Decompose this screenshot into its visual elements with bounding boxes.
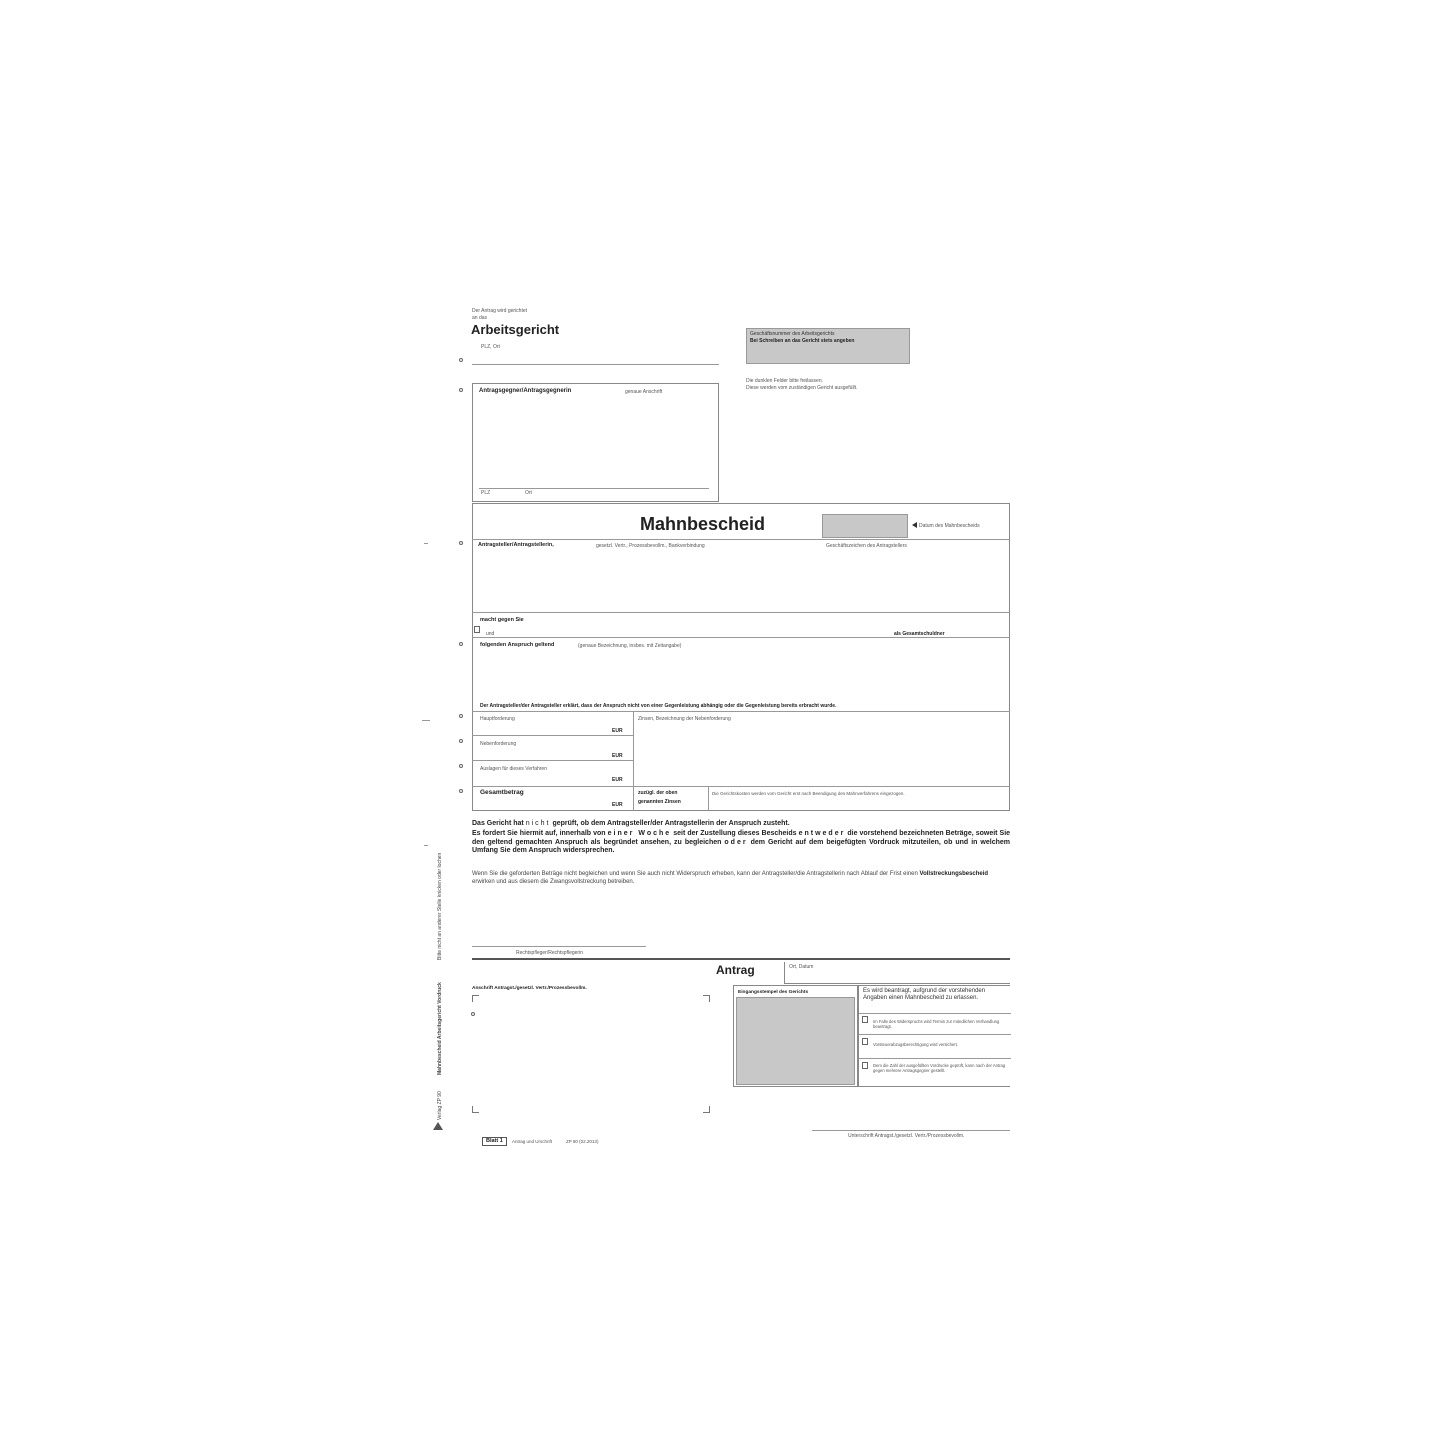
joint-debtor-checkbox[interactable]	[474, 626, 480, 633]
option2-text: Vorsteuerabzugsberechtigung wird versichert.	[873, 1042, 958, 1047]
main-claim-label: Hauptforderung	[480, 716, 515, 722]
antrag-address-label: Anschrift Antragst./gesetzl. Vertr./Prozessbevollm.	[472, 986, 587, 991]
option2-checkbox[interactable]	[862, 1038, 868, 1045]
date-label: Datum des Mahnbescheids	[919, 523, 980, 529]
interest-label: Zinsen, Bezeichnung der Nebenforderung	[638, 716, 731, 722]
field-marker-circle	[459, 541, 463, 545]
option3-text: Dem die Zahl der ausgefüllten Vordrucke geprüft, kann nach der Antrag gegen mehrere Antragsgegner gestellt.	[873, 1063, 1006, 1073]
applicant-ref: Geschäftszeichen des Antragstellers	[826, 543, 907, 549]
total-currency: EUR	[612, 802, 623, 808]
field-marker-circle	[459, 714, 463, 718]
field-marker-circle	[471, 1012, 475, 1016]
plz-ort-label: PLZ, Ort	[481, 344, 500, 350]
respondent-address-line	[479, 488, 709, 489]
declaration-text: Der Antragsteller/der Antragsteller erklärt, dass der Anspruch nicht von einer Gegenleistung abhängig oder die Gegenleistung bereits erbracht wurde.	[480, 703, 837, 709]
notice-paragraph-1	[472, 820, 1010, 829]
place-date-label: Ort, Datum	[789, 964, 814, 970]
side-claim-currency: EUR	[612, 753, 623, 759]
field-marker-circle	[459, 764, 463, 768]
respondent-ort-label: Ort	[525, 490, 532, 496]
notice-p3-bold: Vollstreckungsbescheid	[919, 871, 989, 877]
place-date-field[interactable]	[784, 962, 1010, 984]
notice-p2-b: seit der Zustellung dieses Bescheids	[673, 830, 797, 837]
sheet-badge	[482, 1137, 507, 1146]
section-divider	[472, 612, 1010, 613]
claim-field[interactable]	[474, 652, 1008, 700]
court-address-line	[472, 364, 719, 365]
sheet-label: Blatt 1	[486, 1138, 503, 1144]
respondent-label-hint: genaue Anschrift	[625, 389, 663, 395]
form-code: ZP 90 (02.2013)	[566, 1139, 599, 1144]
case-number-field[interactable]	[746, 328, 910, 364]
notice-p2-week: einer Woche	[607, 830, 672, 837]
notice-p2-a: Es fordert Sie hiermit auf, innerhalb von	[472, 830, 606, 837]
expenses-currency: EUR	[612, 777, 623, 783]
field-marker-circle	[459, 358, 463, 362]
date-field[interactable]	[822, 514, 908, 538]
section-divider	[472, 786, 1010, 787]
stamp-field[interactable]	[736, 997, 855, 1085]
total-label: Gesamtbetrag	[480, 789, 524, 796]
section-divider	[472, 637, 1010, 638]
side-claim-label: Nebenforderung	[480, 741, 517, 747]
and-label: und	[486, 631, 495, 637]
clerk-signature-line	[472, 946, 646, 947]
fold-mark	[424, 845, 428, 846]
fold-mark	[422, 720, 430, 721]
case-number-label: Geschäftsnummer des Arbeitsgerichts	[750, 331, 835, 337]
publisher-logo	[433, 1122, 443, 1130]
case-number-hint: Bei Schreiben an das Gericht stets angeben	[750, 338, 855, 344]
corner-mark	[472, 995, 479, 1002]
antrag-title: Antrag	[716, 963, 755, 977]
option-divider	[859, 1058, 1011, 1059]
corner-mark	[703, 995, 710, 1002]
field-marker-circle	[459, 642, 463, 646]
main-claim-currency: EUR	[612, 728, 623, 734]
dark-fields-note-line2: Diese werden vom zuständigen Gericht ausgefüllt.	[746, 385, 858, 391]
antrag-address-field[interactable]	[472, 995, 710, 1113]
signature-label: Unterschrift Antragst./gesetzl. Vertr./Prozessbevollm.	[848, 1133, 965, 1139]
margin-vertical-text-2: Mahnbescheid Arbeitsgericht Vordruck	[437, 982, 443, 1075]
respondent-label: Antragsgegner/Antragsgegnerin	[479, 388, 572, 394]
notice-paragraph-3	[472, 870, 1010, 886]
notice-p2-either: entweder	[798, 830, 846, 837]
amount-line	[472, 735, 633, 736]
stamp-box	[733, 985, 858, 1087]
corner-mark	[472, 1106, 479, 1113]
option3-checkbox[interactable]	[862, 1062, 868, 1069]
plus-interest-line1: zuzügl. der oben	[638, 790, 678, 796]
sheet-desc: Antrag und Urschrift	[512, 1139, 553, 1144]
clerk-label: Rechtspfleger/Rechtspflegerin	[516, 950, 583, 956]
margin-vertical-text-1: Bitte nicht an anderer Stelle knicken oder lochen	[437, 852, 443, 960]
notice-p3-a: Wenn Sie die geforderten Beträge nicht begleichen und wenn Sie auch nicht Widerspruch erheben, kann der Antragsteller/die Antragstellerin nach Ablauf der Frist einen	[472, 871, 918, 877]
field-marker-circle	[459, 789, 463, 793]
respondent-box[interactable]	[472, 383, 719, 502]
court-title: Arbeitsgericht	[471, 322, 560, 337]
publisher-text: Verlag ZP 90	[437, 1091, 443, 1120]
option-divider	[859, 1034, 1011, 1035]
section-divider	[472, 711, 1010, 712]
amount-line	[472, 760, 633, 761]
request-box	[858, 985, 1010, 1087]
notice-p3-b: erwirken und aus diesem die Zwangsvollstreckung betreiben.	[472, 879, 635, 885]
option1-text: Im Falle des Widerspruchs wird Termin zur mündlichen Verhandlung beantragt.	[873, 1019, 1000, 1029]
claim-hint: (genaue Bezeichnung, insbes. mit Zeitangabe)	[578, 643, 682, 649]
notice-p1-a: Das Gericht hat	[472, 820, 524, 827]
court-costs-note: Die Gerichtskosten werden vom Gericht erst nach Beendigung des Mahnverfahrens eingezogen.	[712, 791, 905, 796]
applicant-label: Antragsteller/Antragstellerin,	[478, 542, 554, 548]
option1-checkbox[interactable]	[862, 1016, 868, 1023]
signature-line	[812, 1130, 1010, 1131]
grid-divider	[708, 786, 709, 811]
option-divider	[859, 1013, 1011, 1014]
mahnbescheid-title: Mahnbescheid	[640, 514, 766, 534]
notice-p2-c: die vorstehend bezeichneten Beträge, soweit Sie den geltend gemachten Anspruch als begründet ansehen, zu begleichen	[472, 830, 1011, 846]
claims-against-label: macht gegen Sie	[480, 617, 524, 623]
respondent-plz-label: PLZ	[481, 490, 491, 496]
notice-p1-b: geprüft, ob dem Antragsteller/der Antragstellerin der Anspruch zusteht.	[552, 820, 790, 827]
grid-divider	[633, 711, 634, 811]
field-marker-circle	[459, 739, 463, 743]
antrag-rule	[472, 958, 1010, 960]
expenses-label: Auslagen für dieses Verfahren	[480, 766, 547, 772]
addressed-to-line2: an das	[472, 315, 488, 321]
stamp-label: Eingangsstempel des Gerichts	[738, 990, 809, 995]
applicant-field[interactable]	[474, 551, 1008, 611]
notice-p2-or: oder	[724, 838, 748, 846]
applicant-hint: gesetzl. Vertr., Prozessbevollm., Bankverbindung	[596, 543, 705, 549]
fold-mark	[424, 543, 428, 544]
request-text: Es wird beantragt, aufgrund der vorstehenden Angaben einen Mahnbescheid zu erlassen.	[863, 988, 986, 1001]
arrow-left-icon	[912, 522, 917, 528]
corner-mark	[703, 1106, 710, 1113]
claim-label: folgenden Anspruch geltend	[480, 642, 555, 648]
dark-fields-note-line1: Die dunklen Felder bitte freilassen.	[746, 378, 823, 384]
plus-interest-line2: genannten Zinsen	[638, 799, 681, 805]
joint-debtor-label: als Gesamtschuldner	[894, 631, 945, 637]
addressed-to-line1: Der Antrag wird gerichtet	[472, 308, 528, 314]
section-divider	[472, 539, 1010, 540]
interest-field[interactable]	[636, 724, 1008, 786]
notice-paragraph-2	[472, 830, 1010, 856]
field-marker-circle	[459, 388, 463, 392]
notice-p2-d: dem Gericht auf dem beigefügten Vordruck mitzuteilen, ob und in welchem Umfang Sie dem Anspruch widersprechen.	[472, 838, 1010, 854]
notice-p1-nicht: nicht	[525, 820, 551, 827]
